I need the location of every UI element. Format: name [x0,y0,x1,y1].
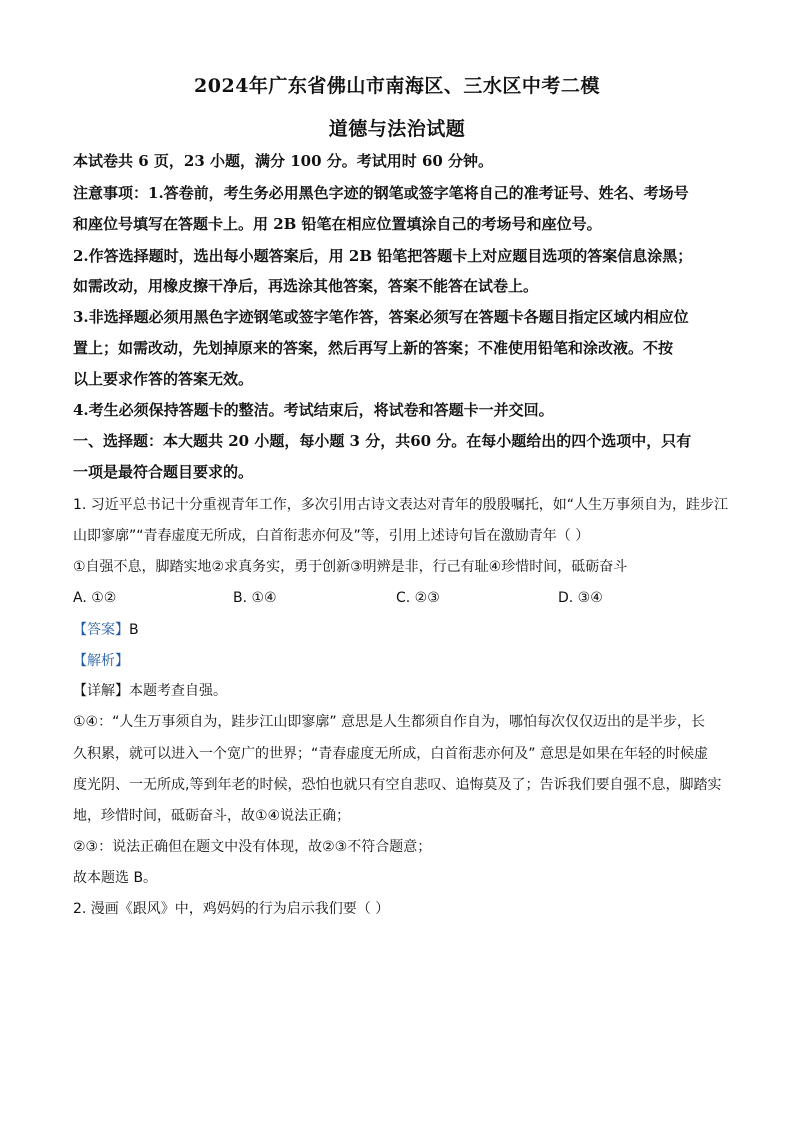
explanation-line: ②③：说法正确但在题文中没有体现，故②③不符合题意； [73,839,432,855]
notes-line: 以上要求作答的答案无效。 [73,370,254,388]
intro-line: 本试卷共 6 页，23 小题，满分 100 分。考试用时 60 分钟。 [73,152,494,170]
section-heading: 一项是最符合题目要求的。 [73,463,254,481]
explanation-line: 久积累，就可以进入一个宽广的世界；“青春虚度无所成，白首衔悲亦何及” 意思是如果在年轻的时候虚 [73,746,708,762]
answer-line [73,619,733,640]
answer-value: B [129,622,139,638]
section-heading: 一、选择题：本大题共 20 小题，每小题 3 分，共60 分。在每小题给出的四个选项中，只有 [73,432,692,450]
question-stem: 1. 习近平总书记十分重视青年工作，多次引用古诗文表达对青年的殷殷嘱托，如“人生万事须自为，跬步江 [73,497,729,513]
notes-line: 4.考生必须保持答题卡的整洁。考试结束后，将试卷和答题卡一并交回。 [73,401,554,419]
notes-line: 注意事项：1.答卷前，考生务必用黑色字迹的钢笔或签字笔将自己的准考证号、姓名、考场号 [73,184,689,202]
explanation-line: 度光阴、一无所成,等到年老的时候，恐怕也就只有空自悲叹、追悔莫及了；告诉我们要自强不息，脚踏实 [73,777,722,793]
option-c: C. ②③ [396,590,440,606]
exam-subtitle: 道德与法治试题 [328,118,466,140]
detail-line: 【详解】本题考查自强。 [73,683,227,699]
question-statements: ①自强不息，脚踏实地②求真务实，勇于创新③明辨是非，行己有耻④珍惜时间，砥砺奋斗 [73,559,628,575]
analysis-tag: 【解析】 [73,653,129,669]
notes-line: 3.非选择题必须用黑色字迹钢笔或签字笔作答，答案必须写在答题卡各题目指定区域内相应位 [73,308,689,326]
explanation-line: 故本题选 B。 [73,870,158,886]
explanation-line: ①④：“人生万事须自为，跬步江山即寥廓” 意思是人生都须自作自为，哪怕每次仅仅迈出的是半步，长 [73,714,706,730]
exam-title: 2024年广东省佛山市南海区、三水区中考二模 [194,75,600,97]
question-stem: 山即寥廓”“青春虚度无所成，白首衔悲亦何及”等，引用上述诗句旨在激励青年（ ） [73,528,590,544]
option-a: A. ①② [73,590,117,606]
question-stem: 2. 漫画《跟风》中，鸡妈妈的行为启示我们要（ ） [73,901,390,917]
answer-tag: 【答案】 [73,622,129,638]
analysis-line [73,650,733,671]
notes-line: 如需改动，用橡皮擦干净后，再选涂其他答案，答案不能答在试卷上。 [73,277,539,295]
explanation-line: 地，珍惜时间，砥砺奋斗，故①④说法正确； [73,808,351,824]
notes-line: 和座位号填写在答题卡上。用 2B 铅笔在相应位置填涂自己的考场号和座位号。 [73,215,602,233]
notes-line: 2.作答选择题时，选出每小题答案后，用 2B 铅笔把答题卡上对应题目选项的答案信息涂黑； [73,247,693,265]
notes-line: 置上；如需改动，先划掉原来的答案，然后再写上新的答案；不准使用铅笔和涂改液。不按 [73,339,674,357]
option-b: B. ①④ [233,590,277,606]
option-d: D. ③④ [558,590,603,606]
